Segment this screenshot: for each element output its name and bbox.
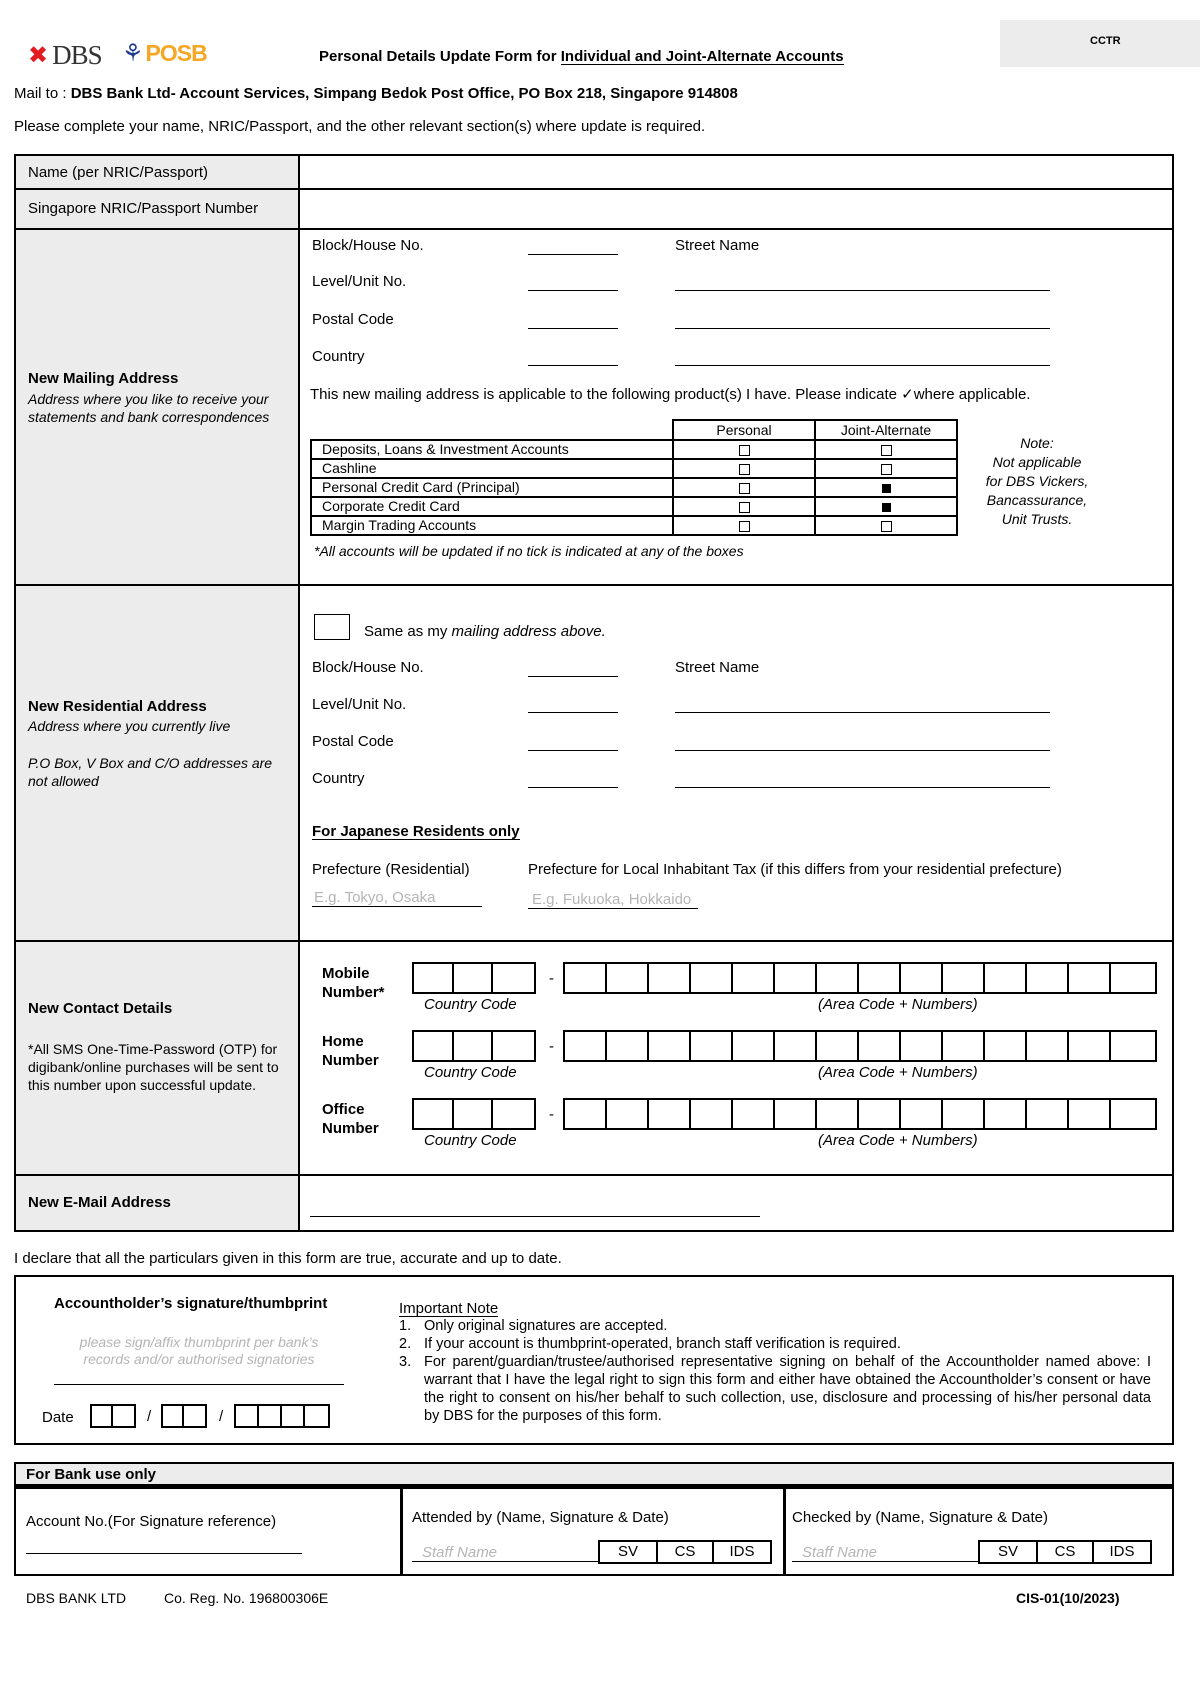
mailing-label-cell	[14, 230, 300, 586]
footer-reg: Co. Reg. No. 196800306E	[164, 1590, 329, 1606]
bank-use-box	[14, 1486, 1174, 1576]
page-title: Personal Details Update Form for Individual and Joint-Alternate Accounts	[319, 48, 844, 65]
residential-section	[300, 586, 1174, 942]
mailing-street-input-1[interactable]	[675, 290, 1050, 291]
contact-section	[300, 942, 1174, 1176]
products-footnote: *All accounts will be updated if no tick is indicated at any of the boxes	[314, 543, 744, 559]
date-year-input[interactable]	[234, 1404, 330, 1428]
products-note: Note: Not applicable for DBS Vickers, Bancassurance, Unit Trusts.	[985, 435, 1089, 527]
bank-use-title: For Bank use only	[26, 1466, 157, 1483]
checked-label: Checked by (Name, Signature & Date)	[792, 1509, 1048, 1526]
product-row	[311, 497, 957, 516]
instruction-text: Please complete your name, NRIC/Passport, and the other relevant section(s) where update is required.	[14, 118, 706, 135]
mobile-country-code-caption: Country Code	[424, 996, 517, 1013]
product-joint-checkbox-filled[interactable]	[882, 503, 891, 512]
nric-label: Singapore NRIC/Passport Number	[28, 200, 259, 217]
prefecture-tax-input[interactable]: E.g. Fukuoka, Hokkaido	[528, 891, 698, 909]
name-label-cell	[14, 154, 300, 190]
product-row	[311, 516, 957, 535]
product-row	[311, 478, 957, 497]
residential-block-input[interactable]	[528, 676, 618, 677]
residential-level-input[interactable]	[528, 712, 618, 713]
email-label-cell	[14, 1176, 300, 1232]
product-personal-checkbox[interactable]	[739, 464, 750, 475]
col-joint: Joint-Alternate	[815, 420, 957, 440]
product-name: Personal Credit Card (Principal)	[311, 478, 673, 497]
product-name: Deposits, Loans & Investment Accounts	[311, 440, 673, 459]
office-number-input[interactable]	[563, 1098, 1157, 1130]
important-item: 1. Only original signatures are accepted.	[399, 1318, 668, 1334]
office-dash: -	[549, 1106, 554, 1123]
home-country-code-input[interactable]	[412, 1030, 536, 1062]
email-input[interactable]	[310, 1216, 760, 1217]
product-name: Margin Trading Accounts	[311, 516, 673, 535]
posb-key-icon: ⚘	[122, 39, 144, 67]
footer-company: DBS BANK LTD	[26, 1590, 127, 1606]
date-label: Date	[42, 1409, 74, 1426]
residential-street-input-2[interactable]	[675, 750, 1050, 751]
mailing-street-label: Street Name	[675, 237, 760, 254]
important-item: 2. If your account is thumbprint-operated, branch staff verification is required.	[399, 1336, 901, 1352]
attended-tag-sv[interactable]: SV	[600, 1542, 658, 1562]
prefecture-tax-label: Prefecture for Local Inhabitant Tax (if this differs from your residential prefecture)	[528, 861, 1062, 878]
date-slash: /	[147, 1408, 152, 1425]
attended-staff-input[interactable]: Staff Name	[412, 1544, 598, 1562]
mailing-level-input[interactable]	[528, 290, 618, 291]
residential-street-label: Street Name	[675, 659, 760, 676]
product-personal-checkbox[interactable]	[739, 502, 750, 513]
mobile-dash: -	[549, 970, 554, 987]
mailing-level-label: Level/Unit No.	[312, 273, 407, 290]
attended-tag-cs[interactable]: CS	[658, 1542, 714, 1562]
bank-use-header	[14, 1462, 1174, 1486]
product-table	[310, 419, 958, 536]
mobile-area-code-caption: (Area Code + Numbers)	[818, 996, 978, 1013]
mailing-block-input[interactable]	[528, 254, 618, 255]
checked-tag-ids[interactable]: IDS	[1109, 1543, 1135, 1560]
account-no-input[interactable]	[26, 1553, 302, 1554]
footer-form-id: CIS-01(10/2023)	[1016, 1590, 1120, 1606]
mailing-country-input[interactable]	[528, 365, 618, 366]
residential-label-cell	[14, 586, 300, 942]
attended-cell	[400, 1489, 786, 1576]
important-item: 3. For parent/guardian/trustee/authorised representative signing on behalf of the Accountholder named above: I warrant that I have the legal right to sign this form and either have obtained the Accountholder’s consent or have the right to consent on his/her behalf to such collection, use, disclosure and processing of his/her personal data by DBS for the purposes of this form.	[399, 1354, 1151, 1424]
attended-label: Attended by (Name, Signature & Date)	[412, 1509, 669, 1526]
residential-title: New Residential Address	[28, 698, 207, 715]
same-as-mailing-checkbox[interactable]	[314, 614, 350, 640]
signature-title: Accountholder’s signature/thumbprint	[54, 1295, 328, 1312]
date-day-input[interactable]	[90, 1404, 136, 1428]
attended-tag-ids[interactable]: IDS	[729, 1543, 755, 1560]
dbs-star-icon: ✖	[28, 41, 49, 69]
contact-note: *All SMS One-Time-Password (OTP) for digibank/online purchases will be sent to this number upon successful update.	[28, 1041, 279, 1093]
mailing-street-input-2[interactable]	[675, 328, 1050, 329]
checked-tag-sv[interactable]: SV	[980, 1542, 1038, 1562]
mailing-postal-label: Postal Code	[312, 311, 394, 328]
product-personal-checkbox[interactable]	[739, 483, 750, 494]
attended-tags	[598, 1540, 772, 1564]
mobile-country-code-input[interactable]	[412, 962, 536, 994]
declaration: I declare that all the particulars given in this form are true, accurate and up to date.	[14, 1250, 562, 1267]
product-joint-checkbox[interactable]	[881, 464, 892, 475]
account-no-label: Account No.(For Signature reference)	[26, 1513, 277, 1530]
form-code-box	[1000, 20, 1200, 67]
mobile-label: Mobile Number*	[322, 965, 385, 1001]
office-country-code-caption: Country Code	[424, 1132, 517, 1149]
signature-line[interactable]	[54, 1384, 344, 1385]
product-row	[311, 459, 957, 478]
contact-label-cell	[14, 942, 300, 1176]
mailing-section	[300, 230, 1174, 586]
product-joint-checkbox[interactable]	[881, 521, 892, 532]
product-joint-checkbox-filled[interactable]	[882, 484, 891, 493]
checked-staff-input[interactable]: Staff Name	[792, 1544, 978, 1562]
mailing-applicable-text: This new mailing address is applicable to the following product(s) I have. Please indicate ✓where applicable.	[310, 386, 1031, 403]
product-row	[311, 440, 957, 459]
office-area-code-caption: (Area Code + Numbers)	[818, 1132, 978, 1149]
residential-restriction: P.O Box, V Box and C/O addresses are not allowed	[28, 755, 273, 789]
product-name: Cashline	[311, 459, 673, 478]
name-input[interactable]	[300, 154, 1174, 190]
important-list	[399, 1317, 1151, 1425]
col-personal: Personal	[673, 420, 815, 440]
mailing-block-label: Block/House No.	[312, 237, 424, 254]
residential-postal-input[interactable]	[528, 750, 618, 751]
email-cell	[300, 1176, 1174, 1232]
residential-level-label: Level/Unit No.	[312, 696, 407, 713]
residential-street-input-3[interactable]	[675, 787, 1050, 788]
residential-country-input[interactable]	[528, 787, 618, 788]
home-area-code-caption: (Area Code + Numbers)	[818, 1064, 978, 1081]
nric-input[interactable]	[300, 190, 1174, 230]
checked-tag-cs[interactable]: CS	[1038, 1542, 1094, 1562]
product-personal-checkbox[interactable]	[739, 445, 750, 456]
residential-country-label: Country	[312, 770, 365, 787]
date-slash: /	[219, 1408, 224, 1425]
email-label: New E-Mail Address	[28, 1194, 171, 1211]
prefecture-input[interactable]: E.g. Tokyo, Osaka	[312, 889, 482, 907]
mail-to: Mail to : DBS Bank Ltd- Account Services, Simpang Bedok Post Office, PO Box 218, Singapore 914808	[14, 85, 738, 102]
checked-tags	[978, 1540, 1152, 1564]
mobile-number-input[interactable]	[563, 962, 1157, 994]
office-country-code-input[interactable]	[412, 1098, 536, 1130]
product-joint-checkbox[interactable]	[881, 445, 892, 456]
mailing-street-input-3[interactable]	[675, 365, 1050, 366]
home-label: Home Number	[322, 1033, 379, 1069]
japan-heading: For Japanese Residents only	[312, 823, 520, 840]
residential-postal-label: Postal Code	[312, 733, 394, 750]
product-name: Corporate Credit Card	[311, 497, 673, 516]
mailing-title: New Mailing Address	[28, 370, 179, 387]
date-month-input[interactable]	[161, 1404, 207, 1428]
form-code: CCTR	[1090, 35, 1121, 47]
mailing-postal-input[interactable]	[528, 328, 618, 329]
nric-label-cell	[14, 190, 300, 230]
office-label: Office Number	[322, 1101, 379, 1137]
mailing-subtitle: Address where you like to receive your statements and bank correspondences	[28, 391, 270, 425]
prefecture-label: Prefecture (Residential)	[312, 861, 470, 878]
product-personal-checkbox[interactable]	[739, 521, 750, 532]
residential-block-label: Block/House No.	[312, 659, 424, 676]
same-as-mailing-label: Same as my mailing address above.	[364, 623, 606, 640]
residential-subtitle: Address where you currently live	[28, 718, 231, 734]
home-country-code-caption: Country Code	[424, 1064, 517, 1081]
home-dash: -	[549, 1038, 554, 1055]
contact-title: New Contact Details	[28, 1000, 173, 1017]
residential-street-input-1[interactable]	[675, 712, 1050, 713]
posb-logo: ⚘ POSB	[122, 39, 207, 67]
important-heading: Important Note	[399, 1300, 499, 1317]
home-number-input[interactable]	[563, 1030, 1157, 1062]
signature-box	[14, 1275, 1174, 1445]
dbs-logo: ✖ DBS	[28, 40, 102, 70]
name-label: Name (per NRIC/Passport)	[28, 164, 209, 181]
signature-placeholder[interactable]: please sign/affix thumbprint per bank’s records and/or authorised signatories	[79, 1334, 319, 1367]
mailing-country-label: Country	[312, 348, 365, 365]
